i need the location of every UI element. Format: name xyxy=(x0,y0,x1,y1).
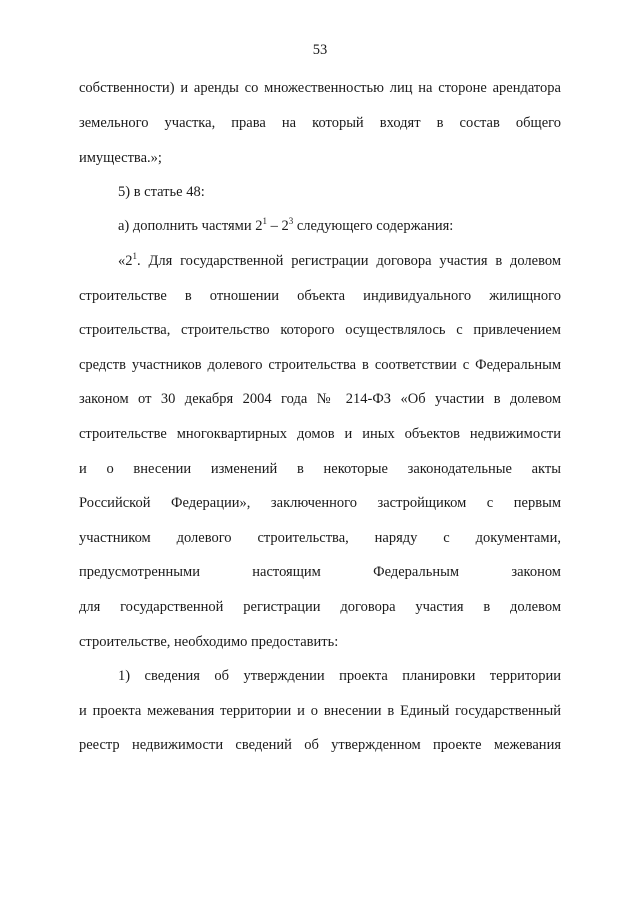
text-line-17: строительстве, необходимо предоставить: xyxy=(79,634,339,650)
text-fragment: следующего содержания: xyxy=(293,218,454,234)
text-line-13: Российской Федерации», заключенного застройщиком с первым xyxy=(79,495,561,511)
text-line-2: земельного участка, права на который входят в состав общего xyxy=(79,115,561,131)
text-line-7: строительстве в отношении объекта индивидуального жилищного xyxy=(79,288,561,304)
text-line-1: собственности) и аренды со множественностью лиц на стороне арендатора xyxy=(79,80,561,96)
text-line-18: 1) сведения об утверждении проекта планировки территории xyxy=(118,668,561,684)
text-line-4: 5) в статье 48: xyxy=(118,184,205,200)
superscript: 3 xyxy=(288,216,294,226)
text-line-6 xyxy=(118,252,561,270)
text-line-11: строительстве многоквартирных домов и иных объектов недвижимости xyxy=(79,426,561,442)
text-fragment: – 2 xyxy=(266,218,289,234)
text-line-12: и о внесении изменений в некоторые законодательные акты xyxy=(79,461,561,477)
text-line-16: для государственной регистрации договора участия в долевом xyxy=(79,599,561,615)
text-line-5 xyxy=(118,217,561,235)
superscript: 1 xyxy=(262,216,267,226)
text-line-20: реестр недвижимости сведений об утвержденном проекте межевания xyxy=(79,737,561,753)
text-fragment: . Для государственной регистрации договора участия в долевом xyxy=(137,253,561,269)
text-line-19: и проекта межевания территории и о внесении в Единый государственный xyxy=(79,703,561,719)
text-line-14: участником долевого строительства, наряду с документами, xyxy=(79,530,561,546)
text-line-9: средств участников долевого строительства в соответствии с Федеральным xyxy=(79,357,561,373)
text-line-15: предусмотренными настоящим Федеральным законом xyxy=(79,564,561,580)
page-number: 53 xyxy=(312,42,328,58)
text-fragment: «2 xyxy=(118,253,133,269)
text-fragment: а) дополнить частями 2 xyxy=(118,218,263,234)
text-line-8: строительства, строительство которого осуществлялось с привлечением xyxy=(79,322,561,338)
text-line-3: имущества.»; xyxy=(79,150,162,166)
text-line-10: законом от 30 декабря 2004 года № 214-ФЗ «Об участии в долевом xyxy=(79,391,561,407)
superscript: 1 xyxy=(132,251,137,261)
